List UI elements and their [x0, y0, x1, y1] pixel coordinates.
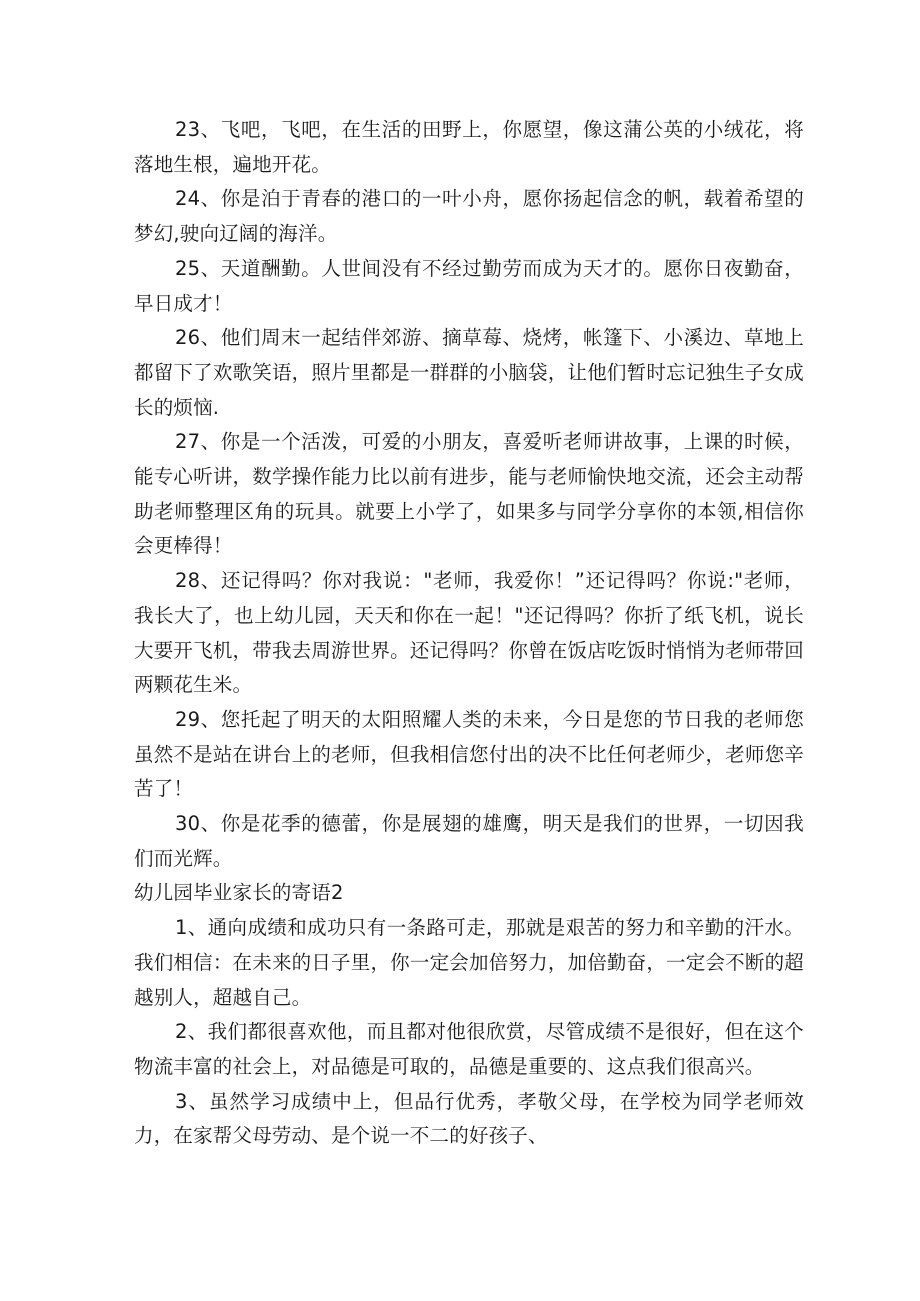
paragraph-24: 24、你是泊于青春的港口的一叶小舟，愿你扬起信念的帆，载着希望的梦幻,驶向辽阔的海洋。 — [134, 187, 804, 246]
paragraph-28: 28、还记得吗？你对我说："老师，我爱你！”还记得吗？你说:"老师，我长大了，也上幼儿园，天天和你在一起！"还记得吗？你折了纸飞机，说长大要开飞机，带我去周游世界。还记得吗？你曾在饭店吃饭时悄悄为老师带回两颗花生米。 — [134, 569, 804, 697]
document-body — [134, 113, 804, 1154]
paragraph-29: 29、您托起了明天的太阳照耀人类的未来，今日是您的节日我的老师您虽然不是站在讲台上的老师，但我相信您付出的决不比任何老师少，老师您辛苦了！ — [134, 707, 804, 801]
paragraph-3: 3、虽然学习成绩中上，但品行优秀，孝敬父母，在学校为同学老师效力，在家帮父母劳动、是个说一不二的好孩子、 — [134, 1089, 804, 1148]
section-title: 幼儿园毕业家长的寄语2 — [134, 881, 344, 905]
paragraph-25: 25、天道酬勤。人世间没有不经过勤劳而成为天才的。愿你日夜勤奋，早日成才！ — [134, 256, 804, 315]
paragraph-27: 27、你是一个活泼，可爱的小朋友，喜爱听老师讲故事，上课的时候，能专心听讲，数学操作能力比以前有进步，能与老师愉快地交流，还会主动帮助老师整理区角的玩具。就要上小学了，如果多与同学分享你的本领,相信你会更棒得！ — [134, 430, 804, 558]
paragraph-2: 2、我们都很喜欢他，而且都对他很欣赏，尽管成绩不是很好，但在这个物流丰富的社会上，对品德是可取的，品德是重要的、这点我们很高兴。 — [134, 1020, 804, 1078]
paragraph-26: 26、他们周末一起结伴郊游、摘草莓、烧烤，帐篷下、小溪边、草地上都留下了欢歌笑语，照片里都是一群群的小脑袋，让他们暂时忘记独生子女成长的烦恼. — [134, 326, 804, 419]
paragraph-30: 30、你是花季的德蕾，你是展翅的雄鹰，明天是我们的世界，一切因我们而光辉。 — [134, 812, 804, 870]
paragraph-1: 1、通向成绩和成功只有一条路可走，那就是艰苦的努力和辛勤的汗水。我们相信：在未来的日子里，你一定会加倍努力，加倍勤奋，一定会不断的超越别人，超越自己。 — [134, 916, 804, 1009]
paragraph-23: 23、飞吧，飞吧，在生活的田野上，你愿望，像这蒲公英的小绒花，将落地生根，遍地开花。 — [134, 118, 804, 176]
